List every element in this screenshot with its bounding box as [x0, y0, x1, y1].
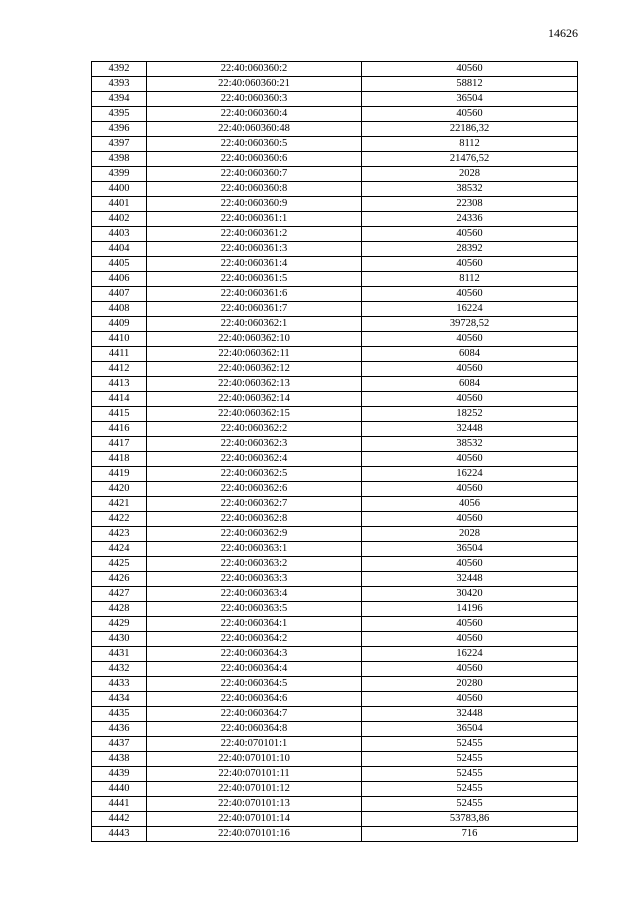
- table-row: [92, 152, 578, 167]
- cadastral-number-cell: 22:40:060360:3: [147, 92, 362, 107]
- row-number-cell: 4418: [92, 452, 147, 467]
- row-number-cell: 4434: [92, 692, 147, 707]
- cadastral-number-cell: 22:40:060364:1: [147, 617, 362, 632]
- row-number-cell: 4431: [92, 647, 147, 662]
- cadastral-number-cell: 22:40:060362:14: [147, 392, 362, 407]
- value-cell: 14196: [362, 602, 578, 617]
- value-cell: 38532: [362, 182, 578, 197]
- table-row: [92, 647, 578, 662]
- table-row: [92, 287, 578, 302]
- table-row: [92, 407, 578, 422]
- row-number-cell: 4396: [92, 122, 147, 137]
- cadastral-number-cell: 22:40:060364:8: [147, 722, 362, 737]
- cadastral-number-cell: 22:40:060362:9: [147, 527, 362, 542]
- row-number-cell: 4402: [92, 212, 147, 227]
- cadastral-number-cell: 22:40:070101:12: [147, 782, 362, 797]
- value-cell: 32448: [362, 422, 578, 437]
- cadastral-number-cell: 22:40:060361:7: [147, 302, 362, 317]
- cadastral-number-cell: 22:40:060362:3: [147, 437, 362, 452]
- value-cell: 38532: [362, 437, 578, 452]
- value-cell: 52455: [362, 782, 578, 797]
- table-row: [92, 242, 578, 257]
- value-cell: 40560: [362, 227, 578, 242]
- row-number-cell: 4414: [92, 392, 147, 407]
- value-cell: 40560: [362, 662, 578, 677]
- value-cell: 40560: [362, 632, 578, 647]
- value-cell: 2028: [362, 527, 578, 542]
- value-cell: 52455: [362, 752, 578, 767]
- value-cell: 8112: [362, 272, 578, 287]
- table-row: [92, 272, 578, 287]
- value-cell: 6084: [362, 347, 578, 362]
- cadastral-number-cell: 22:40:060364:4: [147, 662, 362, 677]
- value-cell: 40560: [362, 482, 578, 497]
- data-table: [91, 61, 578, 842]
- row-number-cell: 4395: [92, 107, 147, 122]
- cadastral-number-cell: 22:40:060364:3: [147, 647, 362, 662]
- row-number-cell: 4432: [92, 662, 147, 677]
- cadastral-number-cell: 22:40:070101:13: [147, 797, 362, 812]
- table-row: [92, 467, 578, 482]
- value-cell: 40560: [362, 62, 578, 77]
- cadastral-number-cell: 22:40:060360:5: [147, 137, 362, 152]
- cadastral-number-cell: 22:40:060362:11: [147, 347, 362, 362]
- table-row: [92, 422, 578, 437]
- value-cell: 40560: [362, 512, 578, 527]
- row-number-cell: 4407: [92, 287, 147, 302]
- value-cell: 53783,86: [362, 812, 578, 827]
- value-cell: 40560: [362, 257, 578, 272]
- value-cell: 52455: [362, 797, 578, 812]
- table-row: [92, 377, 578, 392]
- cadastral-number-cell: 22:40:060360:7: [147, 167, 362, 182]
- cadastral-number-cell: 22:40:060360:21: [147, 77, 362, 92]
- row-number-cell: 4411: [92, 347, 147, 362]
- row-number-cell: 4412: [92, 362, 147, 377]
- table-row: [92, 392, 578, 407]
- table-row: [92, 452, 578, 467]
- row-number-cell: 4439: [92, 767, 147, 782]
- table-row: [92, 257, 578, 272]
- table-row: [92, 62, 578, 77]
- cadastral-number-cell: 22:40:060362:10: [147, 332, 362, 347]
- cadastral-number-cell: 22:40:060362:2: [147, 422, 362, 437]
- value-cell: 40560: [362, 392, 578, 407]
- value-cell: 36504: [362, 722, 578, 737]
- table-row: [92, 137, 578, 152]
- row-number-cell: 4410: [92, 332, 147, 347]
- value-cell: 40560: [362, 287, 578, 302]
- value-cell: 4056: [362, 497, 578, 512]
- row-number-cell: 4424: [92, 542, 147, 557]
- row-number-cell: 4419: [92, 467, 147, 482]
- row-number-cell: 4416: [92, 422, 147, 437]
- cadastral-number-cell: 22:40:060360:9: [147, 197, 362, 212]
- row-number-cell: 4435: [92, 707, 147, 722]
- table-row: [92, 782, 578, 797]
- table-row: [92, 437, 578, 452]
- cadastral-number-cell: 22:40:060361:6: [147, 287, 362, 302]
- table-body: [92, 62, 578, 842]
- value-cell: 8112: [362, 137, 578, 152]
- row-number-cell: 4427: [92, 587, 147, 602]
- row-number-cell: 4423: [92, 527, 147, 542]
- value-cell: 716: [362, 827, 578, 842]
- cadastral-number-cell: 22:40:060363:5: [147, 602, 362, 617]
- row-number-cell: 4437: [92, 737, 147, 752]
- table-row: [92, 77, 578, 92]
- table-row: [92, 587, 578, 602]
- row-number-cell: 4426: [92, 572, 147, 587]
- table-row: [92, 347, 578, 362]
- cadastral-number-cell: 22:40:060361:1: [147, 212, 362, 227]
- row-number-cell: 4442: [92, 812, 147, 827]
- value-cell: 22308: [362, 197, 578, 212]
- cadastral-number-cell: 22:40:070101:16: [147, 827, 362, 842]
- cadastral-number-cell: 22:40:060364:7: [147, 707, 362, 722]
- cadastral-number-cell: 22:40:060361:3: [147, 242, 362, 257]
- table-row: [92, 332, 578, 347]
- cadastral-number-cell: 22:40:060362:5: [147, 467, 362, 482]
- row-number-cell: 4421: [92, 497, 147, 512]
- value-cell: 28392: [362, 242, 578, 257]
- cadastral-number-cell: 22:40:060362:13: [147, 377, 362, 392]
- cadastral-number-cell: 22:40:060360:4: [147, 107, 362, 122]
- cadastral-number-cell: 22:40:060364:6: [147, 692, 362, 707]
- value-cell: 30420: [362, 587, 578, 602]
- table-row: [92, 497, 578, 512]
- table-row: [92, 527, 578, 542]
- value-cell: 18252: [362, 407, 578, 422]
- value-cell: 40560: [362, 692, 578, 707]
- row-number-cell: 4443: [92, 827, 147, 842]
- row-number-cell: 4425: [92, 557, 147, 572]
- value-cell: 58812: [362, 77, 578, 92]
- cadastral-number-cell: 22:40:070101:14: [147, 812, 362, 827]
- row-number-cell: 4392: [92, 62, 147, 77]
- cadastral-number-cell: 22:40:060364:2: [147, 632, 362, 647]
- table-row: [92, 542, 578, 557]
- cadastral-number-cell: 22:40:060360:48: [147, 122, 362, 137]
- table-row: [92, 512, 578, 527]
- table-row: [92, 572, 578, 587]
- table-row: [92, 92, 578, 107]
- cadastral-number-cell: 22:40:060360:6: [147, 152, 362, 167]
- cadastral-number-cell: 22:40:060363:3: [147, 572, 362, 587]
- table-row: [92, 122, 578, 137]
- cadastral-number-cell: 22:40:060362:1: [147, 317, 362, 332]
- table-row: [92, 707, 578, 722]
- cadastral-number-cell: 22:40:070101:11: [147, 767, 362, 782]
- row-number-cell: 4440: [92, 782, 147, 797]
- cadastral-number-cell: 22:40:070101:10: [147, 752, 362, 767]
- value-cell: 16224: [362, 467, 578, 482]
- page-number: 14626: [548, 26, 578, 40]
- value-cell: 40560: [362, 557, 578, 572]
- table-row: [92, 722, 578, 737]
- value-cell: 16224: [362, 302, 578, 317]
- row-number-cell: 4403: [92, 227, 147, 242]
- table-row: [92, 617, 578, 632]
- value-cell: 21476,52: [362, 152, 578, 167]
- value-cell: 40560: [362, 452, 578, 467]
- row-number-cell: 4401: [92, 197, 147, 212]
- table-row: [92, 227, 578, 242]
- row-number-cell: 4405: [92, 257, 147, 272]
- row-number-cell: 4433: [92, 677, 147, 692]
- value-cell: 22186,32: [362, 122, 578, 137]
- cadastral-number-cell: 22:40:060360:2: [147, 62, 362, 77]
- cadastral-number-cell: 22:40:060362:8: [147, 512, 362, 527]
- row-number-cell: 4393: [92, 77, 147, 92]
- cadastral-number-cell: 22:40:060360:8: [147, 182, 362, 197]
- row-number-cell: 4422: [92, 512, 147, 527]
- cadastral-number-cell: 22:40:060362:4: [147, 452, 362, 467]
- value-cell: 32448: [362, 707, 578, 722]
- row-number-cell: 4408: [92, 302, 147, 317]
- row-number-cell: 4430: [92, 632, 147, 647]
- row-number-cell: 4398: [92, 152, 147, 167]
- cadastral-number-cell: 22:40:070101:1: [147, 737, 362, 752]
- table-row: [92, 812, 578, 827]
- value-cell: 16224: [362, 647, 578, 662]
- value-cell: 24336: [362, 212, 578, 227]
- table-row: [92, 602, 578, 617]
- row-number-cell: 4400: [92, 182, 147, 197]
- row-number-cell: 4436: [92, 722, 147, 737]
- value-cell: 36504: [362, 92, 578, 107]
- cadastral-number-cell: 22:40:060362:6: [147, 482, 362, 497]
- value-cell: 40560: [362, 107, 578, 122]
- table-row: [92, 167, 578, 182]
- table-row: [92, 677, 578, 692]
- table-row: [92, 212, 578, 227]
- table-row: [92, 197, 578, 212]
- cadastral-number-cell: 22:40:060364:5: [147, 677, 362, 692]
- row-number-cell: 4397: [92, 137, 147, 152]
- table-row: [92, 317, 578, 332]
- row-number-cell: 4438: [92, 752, 147, 767]
- table-row: [92, 827, 578, 842]
- table-row: [92, 737, 578, 752]
- table-row: [92, 752, 578, 767]
- row-number-cell: 4428: [92, 602, 147, 617]
- table-row: [92, 662, 578, 677]
- row-number-cell: 4394: [92, 92, 147, 107]
- row-number-cell: 4415: [92, 407, 147, 422]
- table-row: [92, 767, 578, 782]
- table-row: [92, 302, 578, 317]
- cadastral-number-cell: 22:40:060363:4: [147, 587, 362, 602]
- table-row: [92, 182, 578, 197]
- table-row: [92, 692, 578, 707]
- value-cell: 36504: [362, 542, 578, 557]
- value-cell: 2028: [362, 167, 578, 182]
- row-number-cell: 4409: [92, 317, 147, 332]
- row-number-cell: 4413: [92, 377, 147, 392]
- row-number-cell: 4441: [92, 797, 147, 812]
- value-cell: 40560: [362, 362, 578, 377]
- row-number-cell: 4420: [92, 482, 147, 497]
- cadastral-number-cell: 22:40:060361:5: [147, 272, 362, 287]
- cadastral-number-cell: 22:40:060363:1: [147, 542, 362, 557]
- table-row: [92, 482, 578, 497]
- row-number-cell: 4404: [92, 242, 147, 257]
- table-row: [92, 797, 578, 812]
- value-cell: 40560: [362, 332, 578, 347]
- cadastral-number-cell: 22:40:060362:7: [147, 497, 362, 512]
- table-row: [92, 632, 578, 647]
- table-row: [92, 362, 578, 377]
- value-cell: 32448: [362, 572, 578, 587]
- table-row: [92, 107, 578, 122]
- value-cell: 39728,52: [362, 317, 578, 332]
- row-number-cell: 4417: [92, 437, 147, 452]
- value-cell: 6084: [362, 377, 578, 392]
- value-cell: 20280: [362, 677, 578, 692]
- cadastral-number-cell: 22:40:060361:4: [147, 257, 362, 272]
- cadastral-number-cell: 22:40:060363:2: [147, 557, 362, 572]
- row-number-cell: 4399: [92, 167, 147, 182]
- row-number-cell: 4429: [92, 617, 147, 632]
- row-number-cell: 4406: [92, 272, 147, 287]
- value-cell: 40560: [362, 617, 578, 632]
- table-row: [92, 557, 578, 572]
- cadastral-number-cell: 22:40:060361:2: [147, 227, 362, 242]
- cadastral-number-cell: 22:40:060362:12: [147, 362, 362, 377]
- value-cell: 52455: [362, 737, 578, 752]
- value-cell: 52455: [362, 767, 578, 782]
- cadastral-number-cell: 22:40:060362:15: [147, 407, 362, 422]
